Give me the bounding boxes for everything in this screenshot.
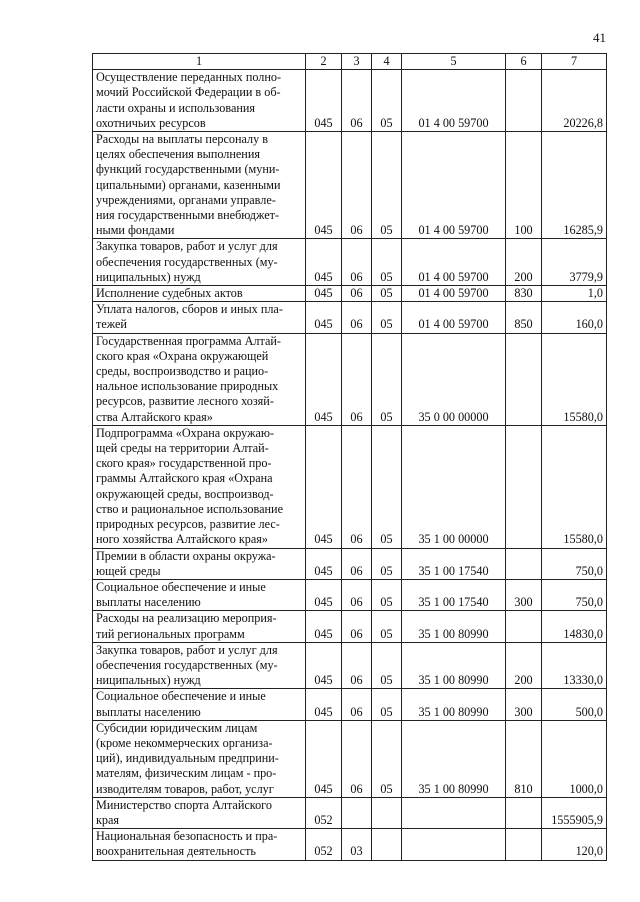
target-article-cell: 35 1 00 00000 xyxy=(402,425,506,548)
section-code-cell: 06 xyxy=(342,286,372,302)
expense-type-cell xyxy=(506,548,542,579)
target-article-cell: 35 1 00 80990 xyxy=(402,720,506,797)
table-row xyxy=(93,797,607,828)
subsection-code-cell: 05 xyxy=(372,642,402,689)
row-name-cell: Социальное обеспечение и иные выплаты населению xyxy=(93,689,306,720)
amount-cell: 15580,0 xyxy=(542,425,607,548)
admin-code-cell: 045 xyxy=(306,611,342,642)
table-row xyxy=(93,689,607,720)
admin-code-cell: 045 xyxy=(306,548,342,579)
amount-cell: 160,0 xyxy=(542,302,607,333)
admin-code-cell: 045 xyxy=(306,70,342,132)
subsection-code-cell: 05 xyxy=(372,611,402,642)
target-article-cell: 35 1 00 80990 xyxy=(402,689,506,720)
admin-code-cell: 045 xyxy=(306,425,342,548)
table-header-row xyxy=(93,54,607,70)
amount-cell: 1,0 xyxy=(542,286,607,302)
section-code-cell: 06 xyxy=(342,425,372,548)
header-col-7: 7 xyxy=(542,54,607,70)
header-col-4: 4 xyxy=(372,54,402,70)
amount-cell: 500,0 xyxy=(542,689,607,720)
row-name-cell: Закупка товаров, работ и услуг для обеспечения государственных (му- ниципальных) нужд xyxy=(93,642,306,689)
subsection-code-cell: 05 xyxy=(372,548,402,579)
target-article-cell: 01 4 00 59700 xyxy=(402,70,506,132)
header-col-3: 3 xyxy=(342,54,372,70)
section-code-cell: 06 xyxy=(342,689,372,720)
header-col-2: 2 xyxy=(306,54,342,70)
row-name-cell: Субсидии юридическим лицам (кроме некоммерческих организа- ций), индивидуальным предприни- мателям, физическим лицам - про- изводителям товаров, работ, услуг xyxy=(93,720,306,797)
target-article-cell xyxy=(402,797,506,828)
subsection-code-cell xyxy=(372,829,402,860)
amount-cell: 15580,0 xyxy=(542,333,607,425)
subsection-code-cell: 05 xyxy=(372,689,402,720)
section-code-cell: 06 xyxy=(342,642,372,689)
subsection-code-cell: 05 xyxy=(372,333,402,425)
expense-type-cell: 200 xyxy=(506,239,542,286)
table-row xyxy=(93,425,607,548)
admin-code-cell: 045 xyxy=(306,579,342,610)
expense-type-cell: 830 xyxy=(506,286,542,302)
expense-type-cell: 850 xyxy=(506,302,542,333)
row-name-cell: Закупка товаров, работ и услуг для обеспечения государственных (му- ниципальных) нужд xyxy=(93,239,306,286)
target-article-cell: 35 1 00 17540 xyxy=(402,548,506,579)
admin-code-cell: 045 xyxy=(306,302,342,333)
table-body xyxy=(93,70,607,860)
amount-cell: 14830,0 xyxy=(542,611,607,642)
expense-type-cell: 300 xyxy=(506,579,542,610)
row-name-cell: Премии в области охраны окружа- ющей среды xyxy=(93,548,306,579)
section-code-cell: 06 xyxy=(342,239,372,286)
section-code-cell: 06 xyxy=(342,132,372,239)
budget-table xyxy=(92,53,607,861)
expense-type-cell xyxy=(506,425,542,548)
section-code-cell: 06 xyxy=(342,333,372,425)
admin-code-cell: 052 xyxy=(306,829,342,860)
section-code-cell: 06 xyxy=(342,548,372,579)
expense-type-cell: 300 xyxy=(506,689,542,720)
row-name-cell: Уплата налогов, сборов и иных пла- тежей xyxy=(93,302,306,333)
amount-cell: 1000,0 xyxy=(542,720,607,797)
table-row xyxy=(93,579,607,610)
section-code-cell: 06 xyxy=(342,70,372,132)
subsection-code-cell: 05 xyxy=(372,132,402,239)
subsection-code-cell: 05 xyxy=(372,425,402,548)
expense-type-cell xyxy=(506,829,542,860)
expense-type-cell xyxy=(506,611,542,642)
target-article-cell: 35 0 00 00000 xyxy=(402,333,506,425)
page-number: 41 xyxy=(593,30,606,45)
row-name-cell: Министерство спорта Алтайского края xyxy=(93,797,306,828)
target-article-cell: 01 4 00 59700 xyxy=(402,286,506,302)
row-name-cell: Расходы на реализацию мероприя- тий региональных программ xyxy=(93,611,306,642)
table-row xyxy=(93,548,607,579)
subsection-code-cell: 05 xyxy=(372,239,402,286)
admin-code-cell: 045 xyxy=(306,642,342,689)
row-name-cell: Подпрограмма «Охрана окружаю- щей среды на территории Алтай- ского края» государственной про- граммы Алтайского края «Охрана окружающей среды, воспроизвод- ство и рациональное использование природных ресурсов, развитие лес- ного хозяйства Алтайского края» xyxy=(93,425,306,548)
table-row xyxy=(93,642,607,689)
amount-cell: 13330,0 xyxy=(542,642,607,689)
target-article-cell: 35 1 00 80990 xyxy=(402,611,506,642)
admin-code-cell: 045 xyxy=(306,720,342,797)
admin-code-cell: 045 xyxy=(306,286,342,302)
table-row xyxy=(93,333,607,425)
amount-cell: 750,0 xyxy=(542,548,607,579)
subsection-code-cell: 05 xyxy=(372,579,402,610)
section-code-cell xyxy=(342,797,372,828)
expense-type-cell: 100 xyxy=(506,132,542,239)
amount-cell: 1555905,9 xyxy=(542,797,607,828)
row-name-cell: Государственная программа Алтай- ского края «Охрана окружающей среды, воспроизводство и рацио- нальное использование природных ресурсов, развитие лесного хозяй- ства Алтайского края» xyxy=(93,333,306,425)
expense-type-cell xyxy=(506,797,542,828)
amount-cell: 3779,9 xyxy=(542,239,607,286)
admin-code-cell: 045 xyxy=(306,333,342,425)
admin-code-cell: 045 xyxy=(306,239,342,286)
section-code-cell: 03 xyxy=(342,829,372,860)
subsection-code-cell: 05 xyxy=(372,70,402,132)
header-col-5: 5 xyxy=(402,54,506,70)
target-article-cell: 35 1 00 80990 xyxy=(402,642,506,689)
admin-code-cell: 045 xyxy=(306,132,342,239)
subsection-code-cell: 05 xyxy=(372,720,402,797)
row-name-cell: Национальная безопасность и пра- воохранительная деятельность xyxy=(93,829,306,860)
amount-cell: 20226,8 xyxy=(542,70,607,132)
target-article-cell: 01 4 00 59700 xyxy=(402,132,506,239)
table-row xyxy=(93,611,607,642)
table-row xyxy=(93,70,607,132)
table-row xyxy=(93,239,607,286)
table-row xyxy=(93,302,607,333)
target-article-cell xyxy=(402,829,506,860)
subsection-code-cell: 05 xyxy=(372,286,402,302)
header-col-1: 1 xyxy=(93,54,306,70)
expense-type-cell: 200 xyxy=(506,642,542,689)
section-code-cell: 06 xyxy=(342,611,372,642)
expense-type-cell: 810 xyxy=(506,720,542,797)
table-row xyxy=(93,829,607,860)
target-article-cell: 01 4 00 59700 xyxy=(402,239,506,286)
amount-cell: 750,0 xyxy=(542,579,607,610)
subsection-code-cell xyxy=(372,797,402,828)
header-col-6: 6 xyxy=(506,54,542,70)
section-code-cell: 06 xyxy=(342,302,372,333)
row-name-cell: Расходы на выплаты персоналу в целях обеспечения выполнения функций государственными (муни- ципальными) органами, казенными учреждениями, органами управле- ния государственными внебюджет- ными фондами xyxy=(93,132,306,239)
row-name-cell: Социальное обеспечение и иные выплаты населению xyxy=(93,579,306,610)
row-name-cell: Исполнение судебных актов xyxy=(93,286,306,302)
admin-code-cell: 052 xyxy=(306,797,342,828)
row-name-cell: Осуществление переданных полно- мочий Российской Федерации в об- ласти охраны и использования охотничьих ресурсов xyxy=(93,70,306,132)
section-code-cell: 06 xyxy=(342,720,372,797)
table-row xyxy=(93,286,607,302)
subsection-code-cell: 05 xyxy=(372,302,402,333)
section-code-cell: 06 xyxy=(342,579,372,610)
expense-type-cell xyxy=(506,333,542,425)
admin-code-cell: 045 xyxy=(306,689,342,720)
amount-cell: 120,0 xyxy=(542,829,607,860)
target-article-cell: 35 1 00 17540 xyxy=(402,579,506,610)
table-row xyxy=(93,132,607,239)
amount-cell: 16285,9 xyxy=(542,132,607,239)
expense-type-cell xyxy=(506,70,542,132)
target-article-cell: 01 4 00 59700 xyxy=(402,302,506,333)
table-row xyxy=(93,720,607,797)
